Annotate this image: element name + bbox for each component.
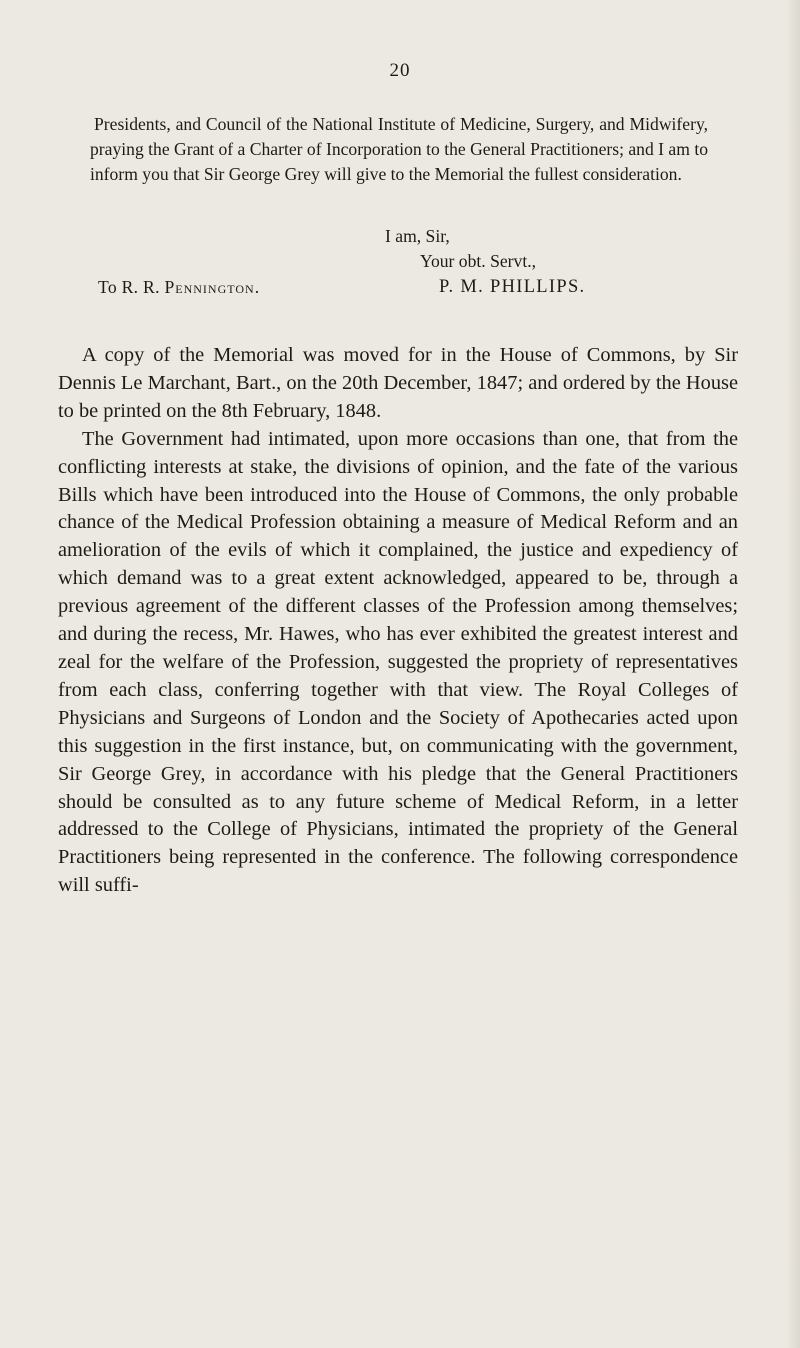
page-number: 20 [389, 60, 411, 81]
addressee-line [98, 277, 260, 298]
body-text [58, 342, 738, 900]
addressee-prefix: To R. R. [98, 277, 165, 297]
body-paragraph-government: The Government had intimated, upon more occasions than one, that from the conflicting interests at stake, the divisions of opinion, and the fate of the various Bills which have been introduced into the House of Commons, the only probable chance of the Medical Profession obtaining a measure of Medical Reform and an amelioration of the evils of which it complained, the justice and expediency of which demand was to a great extent acknowledged, appeared to be, through a previous agreement of the different classes of the Profession among themselves; and during the recess, Mr. Hawes, who has ever exhibited the greatest interest and zeal for the welfare of the Profession, suggested the propriety of representatives from each class, conferring together with that view. The Royal Colleges of Physicians and Surgeons of London and the Society of Apothecaries acted upon this suggestion in the first instance, but, on communicating with the government, Sir George Grey, in accordance with his pledge that the General Practitioners should be consulted as to any future scheme of Medical Reform, in a letter addressed to the College of Physicians, intimated the propriety of the General Practitioners being represented in the conference. The following correspondence will suffi- [58, 427, 738, 897]
page-edge [786, 0, 800, 1348]
letter-closing-paragraph: Presidents, and Council of the National Institute of Medicine, Surgery, and Midwifery, praying the Grant of a Charter of Incorporation to the General Practitioners; and I am to inform you that Sir George Grey will give to the Memorial the fullest consideration. [90, 114, 709, 184]
body-paragraph-memorial: A copy of the Memorial was moved for in the House of Commons, by Sir Dennis Le Marchant, Bart., on the 20th December, 1847; and ordered by the House to be printed on the 8th February, 1848. [58, 344, 738, 422]
addressee-name: Pennington. [164, 277, 261, 297]
signature: P. M. PHILLIPS. [439, 277, 586, 297]
valediction-line-2: Your obt. Servt., [420, 251, 537, 271]
valediction-line-1: I am, Sir, [385, 226, 450, 246]
